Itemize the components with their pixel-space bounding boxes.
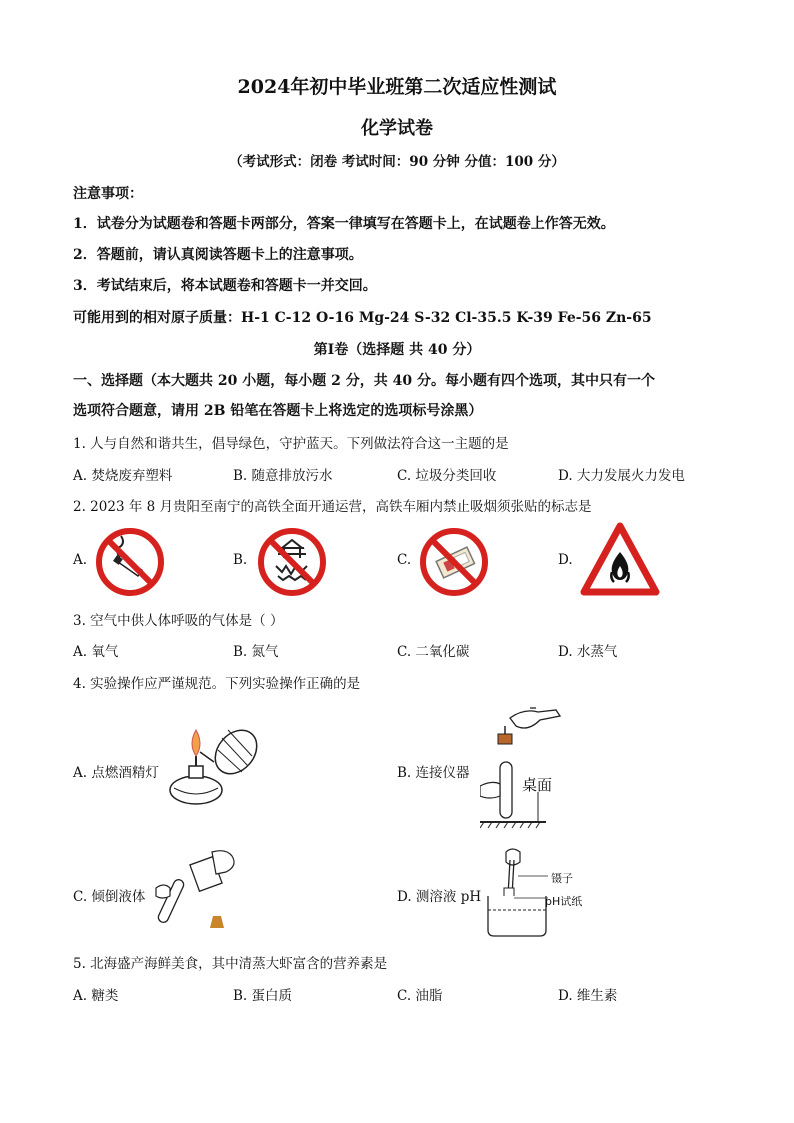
note-item: 3．考试结束后，将本试题卷和答题卡一并交回。 (73, 278, 377, 294)
option-c: C. 垃圾分类回收 (397, 468, 497, 484)
question-stem: 3. 空气中供人体呼吸的气体是（ ） (73, 613, 284, 629)
option-a: A. 点燃酒精灯 (73, 765, 159, 781)
note-item: 1．试卷分为试题卷和答题卡两部分，答案一律填写在答题卡上，在试题卷上作答无效。 (73, 216, 615, 232)
alcohol-lamp-figure (156, 712, 266, 812)
connect-apparatus-figure (480, 704, 590, 830)
option-b: B. 连接仪器 (397, 765, 470, 781)
option-a: A. 糖类 (73, 988, 119, 1004)
section-instruction: 一、选择题（本大题共 20 小题，每小题 2 分，共 40 分。每小题有四个选项，其中只有一个 (73, 373, 655, 389)
option-d: D. 测溶液 pH (397, 889, 482, 905)
option-a: A. (73, 552, 88, 568)
pour-liquid-figure (150, 848, 250, 928)
atomic-mass-line: 可能用到的相对原子质量：H-1 C-12 O-16 Mg-24 S-32 Cl-35.5 K-39 Fe-56 Zn-65 (73, 310, 652, 326)
option-d: D. (558, 552, 573, 568)
option-b: B. 氮气 (233, 644, 279, 660)
option-c: C. 二氧化碳 (397, 644, 470, 660)
option-c: C. 油脂 (397, 988, 443, 1004)
stopper-icon (210, 916, 224, 928)
question-stem: 4. 实验操作应严谨规范。下列实验操作正确的是 (73, 676, 361, 692)
question-stem: 1. 人与自然和谐共生，倡导绿色，守护蓝天。下列做法符合这一主题的是 (73, 436, 509, 452)
option-b: B. 蛋白质 (233, 988, 293, 1004)
page-title: 2024年初中毕业班第二次适应性测试 (237, 76, 557, 98)
ph-paper-label: pH试纸 (545, 895, 583, 908)
tweezers-label: 镊子 (551, 872, 573, 885)
note-item: 2．答题前，请认真阅读答题卡上的注意事项。 (73, 247, 363, 263)
section-heading: 第Ⅰ卷（选择题 共 40 分） (313, 342, 481, 358)
no-fireworks-icon (256, 526, 328, 598)
option-c: C. (397, 552, 412, 568)
desk-label: 桌面 (522, 776, 553, 794)
option-a: A. 焚烧废弃塑料 (73, 468, 173, 484)
page-subtitle: 化学试卷 (361, 118, 433, 139)
flammable-warning-icon (580, 522, 660, 596)
option-d: D. 大力发展火力发电 (558, 468, 685, 484)
notes-heading: 注意事项： (73, 186, 143, 202)
exam-info: （考试形式：闭卷 考试时间：90 分钟 分值：100 分） (229, 154, 565, 170)
question-stem: 2. 2023 年 8 月贵阳至南宁的高铁全面开通运营，高铁车厢内禁止吸烟须张贴的标志是 (73, 499, 592, 515)
option-b: B. (233, 552, 248, 568)
option-d: D. 水蒸气 (558, 644, 618, 660)
question-stem: 5. 北海盛产海鲜美食，其中清蒸大虾富含的营养素是 (73, 956, 388, 972)
section-instruction: 选项符合题意，请用 2B 铅笔在答题卡上将选定的选项标号涂黑） (73, 403, 483, 419)
option-b: B. 随意排放污水 (233, 468, 333, 484)
option-c: C. 倾倒液体 (73, 889, 146, 905)
measure-ph-figure (484, 846, 550, 938)
no-smoking-icon (94, 526, 166, 598)
option-d: D. 维生素 (558, 988, 618, 1004)
option-a: A. 氧气 (73, 644, 119, 660)
no-matches-icon (418, 526, 490, 598)
